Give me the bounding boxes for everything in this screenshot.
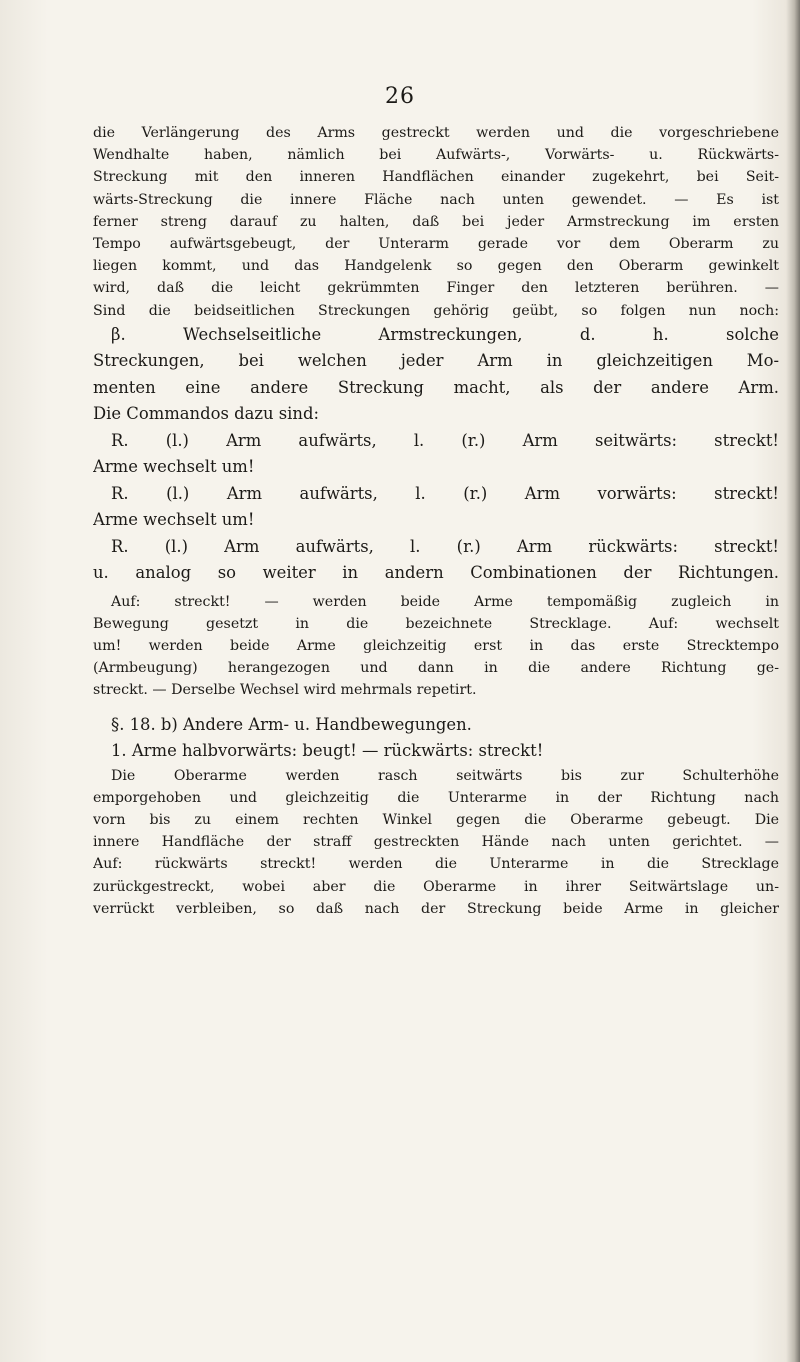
text-line: Die Commandos dazu sind: — [93, 404, 319, 424]
text-line: u. analog so weiter in andern Combinationen der Richtungen. — [93, 563, 779, 583]
text-line: Tempo aufwärtsgebeugt, der Unterarm gerade vor dem Oberarm zu — [93, 235, 779, 252]
command-line: Arme wechselt um! — [93, 510, 255, 530]
text-line: verrückt verbleiben, so daß nach der Streckung beide Arme in gleicher — [93, 900, 779, 917]
text-line: wird, daß die leicht gekrümmten Finger den letzteren berühren. — — [93, 280, 779, 297]
text-line: (Armbeugung) herangezogen und dann in die andere Richtung ge- — [93, 660, 779, 677]
text-line: Streckung mit den inneren Handflächen einander zugekehrt, bei Seit- — [93, 169, 779, 186]
text-line: die Verlängerung des Arms gestreckt werden und die vorgeschriebene — [93, 125, 779, 141]
paragraph-heading: §. 18. b) Andere Arm- u. Handbewegungen. — [111, 714, 472, 734]
page-edge-shadow — [786, 0, 800, 1362]
text-line: Auf: streckt! — werden beide Arme tempomäßig zugleich in — [111, 593, 779, 610]
text-line: Wendhalte haben, nämlich bei Aufwärts-, Vorwärts- u. Rückwärts- — [93, 147, 779, 164]
text-line: Auf: rückwärts streckt! werden die Unterarme in die Strecklage — [93, 856, 779, 873]
text-line: um! werden beide Arme gleichzeitig erst in das erste Strecktempo — [93, 638, 779, 655]
text-line: zurückgestreckt, wobei aber die Oberarme in ihrer Seitwärtslage un- — [93, 878, 779, 895]
text-line: Streckungen, bei welchen jeder Arm in gleichzeitigen Mo- — [93, 351, 779, 371]
text-line: Sind die beidseitlichen Streckungen gehörig geübt, so folgen nun noch: — [93, 302, 779, 319]
exercise-heading: 1. Arme halbvorwärts: beugt! — rückwärts: streckt! — [111, 741, 544, 761]
text-line: wärts-Streckung die innere Fläche nach unten gewendet. — Es ist — [93, 191, 779, 208]
command-line: R. (l.) Arm aufwärts, l. (r.) Arm seitwärts: streckt! — [111, 430, 779, 450]
section-gap — [93, 702, 779, 712]
text-line: menten eine andere Streckung macht, als der andere Arm. — [93, 377, 779, 397]
text-line: liegen kommt, und das Handgelenk so gegen den Oberarm gewinkelt — [93, 258, 779, 275]
command-line: R. (l.) Arm aufwärts, l. (r.) Arm vorwärts: streckt! — [111, 483, 779, 503]
text-line: ferner streng darauf zu halten, daß bei jeder Armstreckung im ersten — [93, 213, 779, 230]
text-line: vorn bis zu einem rechten Winkel gegen die Oberarme gebeugt. Die — [93, 812, 779, 828]
text-line: streckt. — Derselbe Wechsel wird mehrmals repetirt. — [93, 682, 477, 699]
command-line: Arme wechselt um! — [93, 457, 255, 477]
text-line: Bewegung gesetzt in die bezeichnete Strecklage. Auf: wechselt — [93, 615, 779, 632]
page-number: 26 — [385, 84, 415, 109]
body-text — [93, 122, 779, 920]
text-line: emporgehoben und gleichzeitig die Unterarme in der Richtung nach — [93, 789, 779, 806]
text-line: Die Oberarme werden rasch seitwärts bis zur Schulterhöhe — [111, 767, 779, 784]
section-heading-line: β. Wechselseitliche Armstreckungen, d. h. solche — [111, 324, 779, 344]
command-line: R. (l.) Arm aufwärts, l. (r.) Arm rückwärts: streckt! — [111, 536, 779, 556]
text-line: innere Handfläche der straff gestreckten Hände nach unten gerichtet. — — [93, 834, 779, 851]
